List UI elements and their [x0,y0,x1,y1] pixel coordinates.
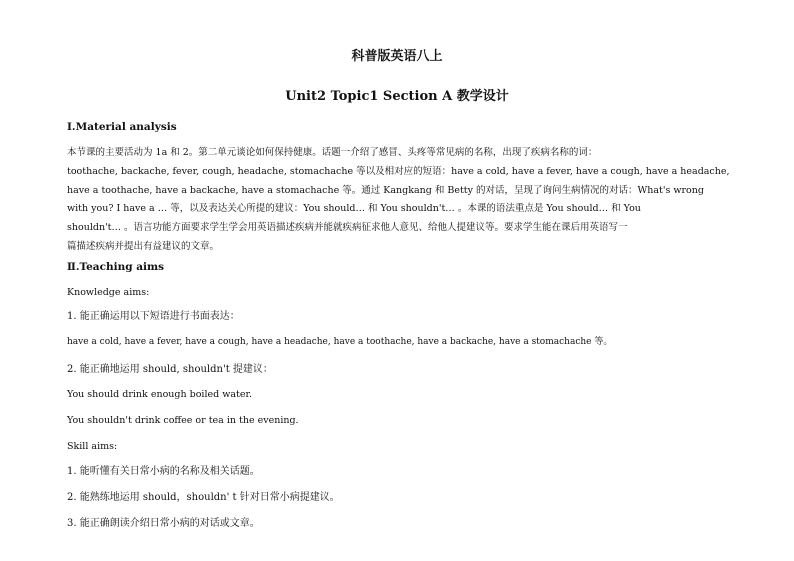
knowledge-aim-1: 1. 能正确运用以下短语进行书面表达： [67,311,240,322]
example-sentence-1: You should drink enough boiled water. [67,389,252,400]
paragraph-line: toothache, backache, fever, cough, headache, stomachache 等以及相对应的短语：have a cold, have a fever, have a cough, have a headache, [67,166,730,177]
paragraph-line: 篇描述疾病并提出有益建议的文章。 [67,241,220,252]
paragraph-line: have a toothache, have a backache, have a stomachache 等。通过 Kangkang 和 Betty 的对话，呈现了询问生病情况的对话：What's wrong [67,185,704,196]
document-subtitle: Unit2 Topic1 Section A 教学设计 [285,89,509,104]
paragraph-line: 本节课的主要活动为 1a 和 2。第二单元谈论如何保持健康。话题一介绍了感冒、头疼等常见病的名称，出现了疾病名称的词： [67,147,598,158]
skill-aim-1: 1. 能听懂有关日常小病的名称及相关话题。 [67,466,260,477]
section-heading-material-analysis: Ⅰ.Material analysis [67,121,177,133]
skill-aims-label: Skill aims: [67,441,118,452]
knowledge-aims-label: Knowledge aims: [67,287,150,298]
paragraph-line: with you? I have a … 等，以及表达关心所提的建议：You should… 和 You shouldn't… 。本课的语法重点是 You should… 和 You [67,203,641,214]
section-heading-teaching-aims: Ⅱ.Teaching aims [67,261,165,273]
document-title: 科普版英语八上 [351,49,443,64]
phrase-list: have a cold, have a fever, have a cough, have a headache, have a toothache, have a backache, have a stomachache 等。 [67,337,613,347]
paragraph-line: shouldn't… 。语言功能方面要求学生学会用英语描述疾病并能就疾病征求他人意见、给他人提建议等。要求学生能在课后用英语写一 [67,222,628,233]
skill-aim-2: 2. 能熟练地运用 should，shouldn' t 针对日常小病提建议。 [67,492,340,503]
skill-aim-3: 3. 能正确朗读介绍日常小病的对话或文章。 [67,518,260,529]
example-sentence-2: You shouldn't drink coffee or tea in the evening. [67,415,299,426]
knowledge-aim-2: 2. 能正确地运用 should, shouldn't 提建议： [67,364,273,375]
